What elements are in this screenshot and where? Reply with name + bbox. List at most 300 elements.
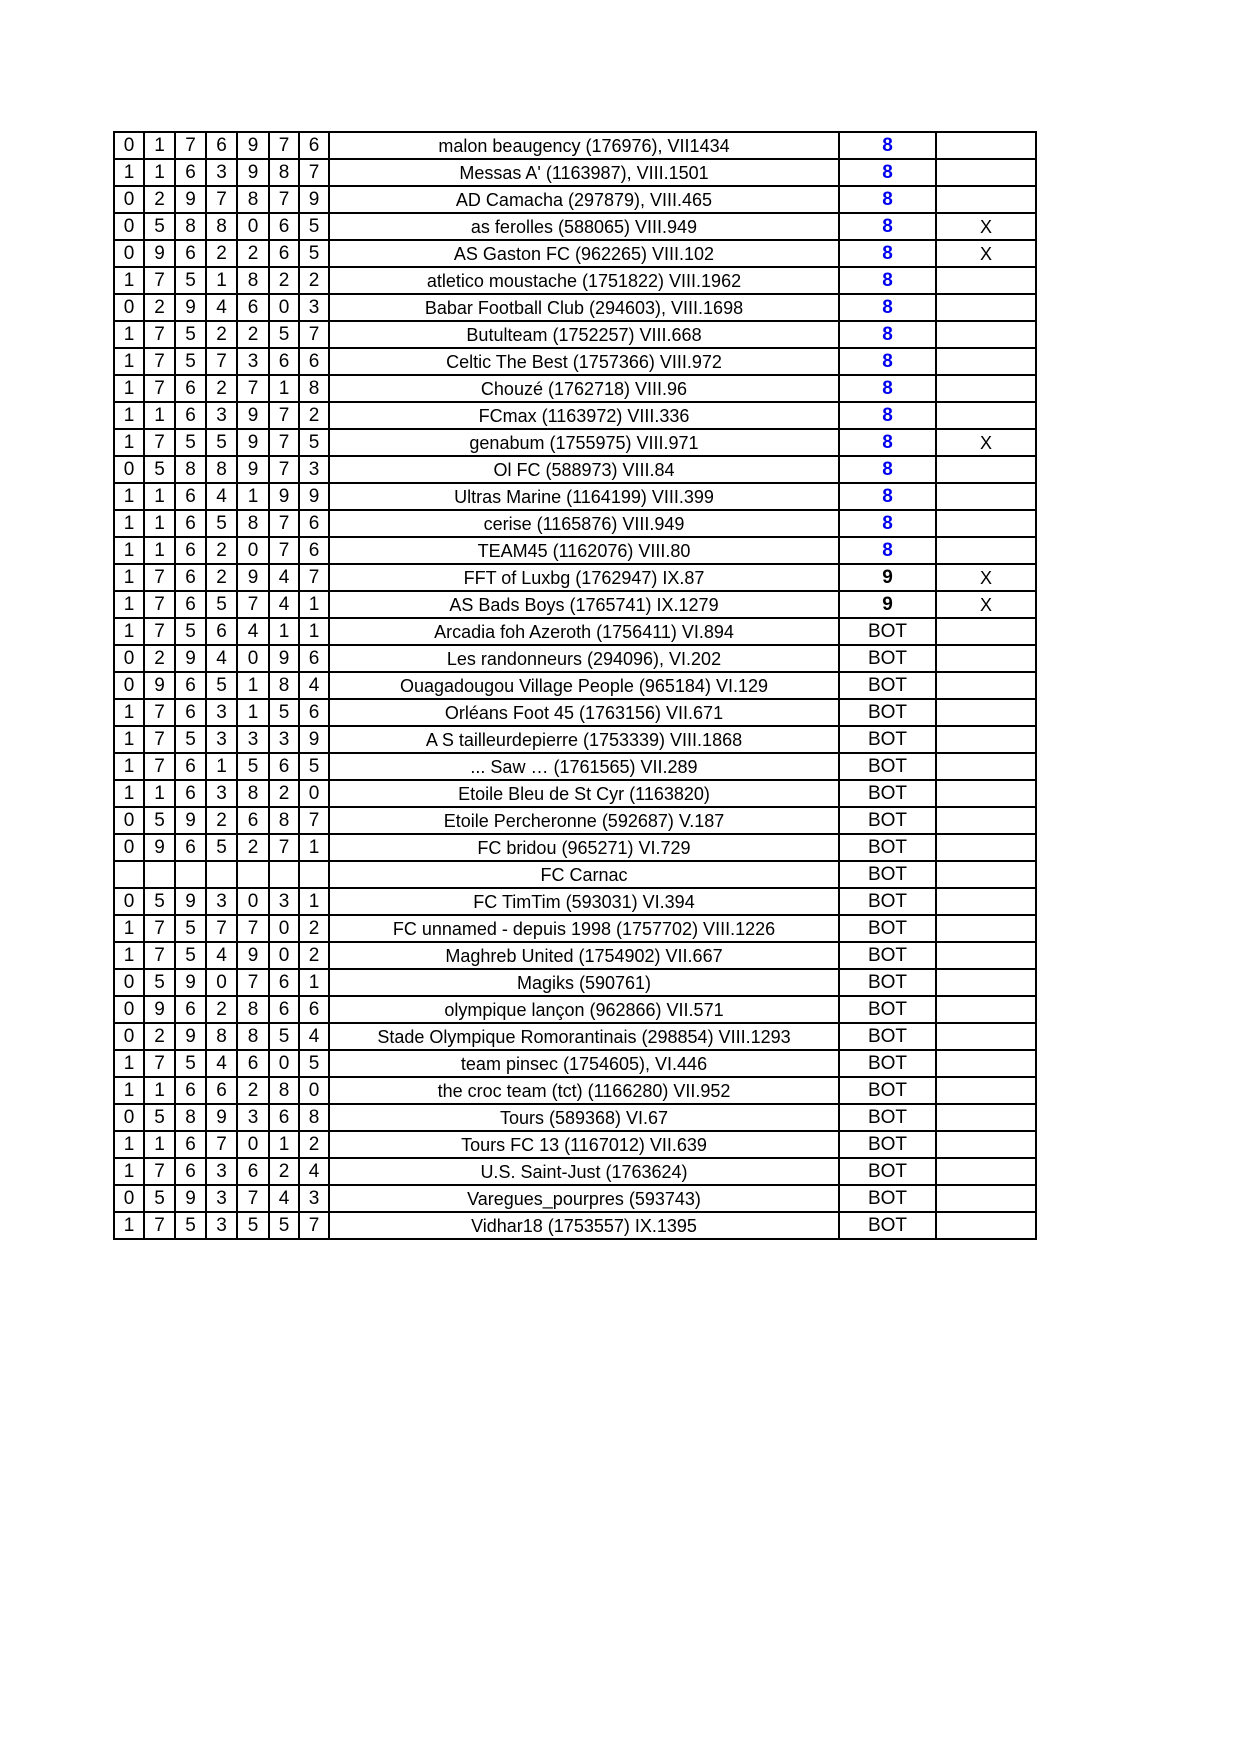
- digit-cell: 1: [114, 429, 144, 456]
- digit-cell: 4: [206, 483, 237, 510]
- digit-cell: 0: [114, 969, 144, 996]
- team-name-cell: FC unnamed - depuis 1998 (1757702) VIII.1226: [329, 915, 839, 942]
- digit-cell: 1: [144, 780, 175, 807]
- digit-cell: 6: [175, 699, 206, 726]
- digit-cell: 9: [299, 483, 329, 510]
- digit-cell: 9: [237, 456, 269, 483]
- digit-cell: 6: [237, 807, 269, 834]
- table-row: [114, 915, 1036, 942]
- digit-cell: 4: [269, 564, 299, 591]
- digit-cell: 3: [206, 1185, 237, 1212]
- table-row: [114, 942, 1036, 969]
- team-name-cell: U.S. Saint-Just (1763624): [329, 1158, 839, 1185]
- digit-cell: 0: [114, 807, 144, 834]
- digit-cell: 2: [299, 915, 329, 942]
- digit-cell: 1: [237, 483, 269, 510]
- digit-cell: 1: [114, 780, 144, 807]
- digit-cell: 6: [175, 753, 206, 780]
- digit-cell: 0: [237, 645, 269, 672]
- digit-cell: 6: [175, 996, 206, 1023]
- x-mark-cell: X: [936, 240, 1036, 267]
- digit-cell: 7: [206, 186, 237, 213]
- table-row: [114, 483, 1036, 510]
- table-row: [114, 1023, 1036, 1050]
- x-mark-cell: X: [936, 564, 1036, 591]
- table-row: [114, 213, 1036, 240]
- league-level-cell: BOT: [839, 807, 936, 834]
- digit-cell: 9: [144, 240, 175, 267]
- digit-cell: 3: [206, 699, 237, 726]
- team-name-cell: atletico moustache (1751822) VIII.1962: [329, 267, 839, 294]
- digit-cell: 7: [237, 915, 269, 942]
- digit-cell: 3: [206, 780, 237, 807]
- digit-cell: 7: [269, 429, 299, 456]
- digit-cell: 5: [175, 942, 206, 969]
- digit-cell: 0: [237, 888, 269, 915]
- x-mark-cell: [936, 645, 1036, 672]
- table-row: [114, 699, 1036, 726]
- digit-cell: 8: [237, 1023, 269, 1050]
- digit-cell: 1: [299, 618, 329, 645]
- league-level-cell: 8: [839, 510, 936, 537]
- digit-cell: 0: [114, 1185, 144, 1212]
- league-level-cell: 8: [839, 348, 936, 375]
- team-name-cell: as ferolles (588065) VIII.949: [329, 213, 839, 240]
- x-mark-cell: [936, 672, 1036, 699]
- digit-cell: 6: [175, 537, 206, 564]
- digit-cell: 3: [206, 159, 237, 186]
- x-mark-cell: [936, 1050, 1036, 1077]
- digit-cell: 5: [144, 807, 175, 834]
- digit-cell: 0: [114, 294, 144, 321]
- digit-cell: 1: [299, 591, 329, 618]
- digit-cell: 9: [237, 402, 269, 429]
- digit-cell: 6: [269, 969, 299, 996]
- digit-cell: 9: [299, 186, 329, 213]
- digit-cell: 5: [175, 267, 206, 294]
- digit-cell: 7: [206, 348, 237, 375]
- team-name-cell: Magiks (590761): [329, 969, 839, 996]
- digit-cell: 3: [206, 1212, 237, 1239]
- table-row: [114, 969, 1036, 996]
- digit-cell: 7: [144, 375, 175, 402]
- digit-cell: 2: [269, 1158, 299, 1185]
- table-row: [114, 834, 1036, 861]
- league-level-cell: 8: [839, 240, 936, 267]
- digit-cell: 1: [144, 510, 175, 537]
- digit-cell: 5: [299, 753, 329, 780]
- table-row: [114, 510, 1036, 537]
- digit-cell: 1: [299, 969, 329, 996]
- league-level-cell: BOT: [839, 942, 936, 969]
- team-name-cell: Ouagadougou Village People (965184) VI.129: [329, 672, 839, 699]
- digit-cell: 0: [114, 240, 144, 267]
- digit-cell: 5: [175, 348, 206, 375]
- digit-cell: 6: [299, 132, 329, 159]
- x-mark-cell: [936, 537, 1036, 564]
- league-level-cell: BOT: [839, 645, 936, 672]
- x-mark-cell: X: [936, 591, 1036, 618]
- x-mark-cell: [936, 1077, 1036, 1104]
- digit-cell: 7: [144, 942, 175, 969]
- digit-cell: 9: [175, 186, 206, 213]
- digit-cell: 0: [114, 672, 144, 699]
- digit-cell: 7: [299, 564, 329, 591]
- digit-cell: 1: [114, 267, 144, 294]
- digit-cell: 6: [175, 672, 206, 699]
- digit-cell: 4: [206, 645, 237, 672]
- digit-cell: 7: [144, 1212, 175, 1239]
- league-level-cell: BOT: [839, 915, 936, 942]
- x-mark-cell: X: [936, 213, 1036, 240]
- digit-cell: 8: [206, 1023, 237, 1050]
- league-level-cell: 8: [839, 537, 936, 564]
- digit-cell: 6: [269, 213, 299, 240]
- league-level-cell: 8: [839, 186, 936, 213]
- digit-cell: 6: [237, 1050, 269, 1077]
- digit-cell: 4: [269, 1185, 299, 1212]
- x-mark-cell: [936, 699, 1036, 726]
- digit-cell: 5: [299, 213, 329, 240]
- digit-cell: 9: [175, 1023, 206, 1050]
- digit-cell: 6: [175, 240, 206, 267]
- digit-cell: 7: [269, 456, 299, 483]
- digit-cell: 9: [144, 834, 175, 861]
- digit-cell: 2: [299, 267, 329, 294]
- team-name-cell: Arcadia foh Azeroth (1756411) VI.894: [329, 618, 839, 645]
- table-row: [114, 375, 1036, 402]
- x-mark-cell: [936, 1158, 1036, 1185]
- x-mark-cell: [936, 780, 1036, 807]
- digit-cell: 3: [299, 456, 329, 483]
- digit-cell: 1: [114, 483, 144, 510]
- table-row: [114, 753, 1036, 780]
- league-level-cell: BOT: [839, 1158, 936, 1185]
- league-level-cell: 8: [839, 375, 936, 402]
- league-level-cell: 9: [839, 564, 936, 591]
- digit-cell: 1: [114, 942, 144, 969]
- x-mark-cell: [936, 861, 1036, 888]
- table-row: [114, 726, 1036, 753]
- team-name-cell: the croc team (tct) (1166280) VII.952: [329, 1077, 839, 1104]
- digit-cell: 4: [206, 1050, 237, 1077]
- team-name-cell: AS Bads Boys (1765741) IX.1279: [329, 591, 839, 618]
- digit-cell: 6: [299, 537, 329, 564]
- digit-cell: 1: [114, 1050, 144, 1077]
- digit-cell: 8: [175, 213, 206, 240]
- digit-cell: 1: [144, 483, 175, 510]
- digit-cell: 1: [144, 159, 175, 186]
- digit-cell: 7: [269, 132, 299, 159]
- digit-cell: 2: [269, 267, 299, 294]
- team-name-cell: FC Carnac: [329, 861, 839, 888]
- digit-cell: 6: [175, 780, 206, 807]
- table-row: [114, 645, 1036, 672]
- digit-cell: 0: [269, 1050, 299, 1077]
- digit-cell: 3: [206, 1158, 237, 1185]
- table-row: [114, 807, 1036, 834]
- x-mark-cell: [936, 834, 1036, 861]
- digit-cell: 6: [269, 753, 299, 780]
- digit-cell: 3: [206, 402, 237, 429]
- digit-cell: 2: [237, 321, 269, 348]
- x-mark-cell: [936, 321, 1036, 348]
- digit-cell: 9: [237, 564, 269, 591]
- digit-cell: 7: [269, 834, 299, 861]
- digit-cell: 7: [299, 1212, 329, 1239]
- digit-cell: 7: [175, 132, 206, 159]
- digit-cell: 1: [114, 348, 144, 375]
- league-level-cell: 8: [839, 132, 936, 159]
- digit-cell: 0: [269, 942, 299, 969]
- table-row: [114, 1185, 1036, 1212]
- x-mark-cell: [936, 915, 1036, 942]
- team-name-cell: malon beaugency (176976), VII1434: [329, 132, 839, 159]
- team-name-cell: Stade Olympique Romorantinais (298854) VIII.1293: [329, 1023, 839, 1050]
- digit-cell: 5: [206, 834, 237, 861]
- team-name-cell: Babar Football Club (294603), VIII.1698: [329, 294, 839, 321]
- digit-cell: 7: [206, 1131, 237, 1158]
- digit-cell: [175, 861, 206, 888]
- digit-cell: 1: [144, 402, 175, 429]
- digit-cell: 1: [114, 510, 144, 537]
- digit-cell: 1: [114, 564, 144, 591]
- digit-cell: 8: [269, 159, 299, 186]
- digit-cell: 6: [206, 1077, 237, 1104]
- table-row: [114, 888, 1036, 915]
- standings-table: [113, 131, 1037, 1240]
- digit-cell: 9: [206, 1104, 237, 1131]
- league-level-cell: BOT: [839, 780, 936, 807]
- digit-cell: 2: [299, 402, 329, 429]
- digit-cell: 0: [237, 537, 269, 564]
- team-name-cell: Butulteam (1752257) VIII.668: [329, 321, 839, 348]
- digit-cell: 7: [299, 159, 329, 186]
- table-row: [114, 1077, 1036, 1104]
- team-name-cell: Tours (589368) VI.67: [329, 1104, 839, 1131]
- digit-cell: 7: [269, 186, 299, 213]
- table-row: [114, 429, 1036, 456]
- league-level-cell: 8: [839, 402, 936, 429]
- digit-cell: 6: [175, 1077, 206, 1104]
- digit-cell: 6: [299, 510, 329, 537]
- digit-cell: 8: [237, 996, 269, 1023]
- digit-cell: 3: [206, 726, 237, 753]
- team-name-cell: Chouzé (1762718) VIII.96: [329, 375, 839, 402]
- digit-cell: 5: [175, 915, 206, 942]
- digit-cell: 2: [269, 780, 299, 807]
- table-row: [114, 348, 1036, 375]
- digit-cell: 0: [114, 456, 144, 483]
- table-row: [114, 1131, 1036, 1158]
- league-level-cell: BOT: [839, 726, 936, 753]
- digit-cell: 7: [144, 753, 175, 780]
- x-mark-cell: [936, 969, 1036, 996]
- digit-cell: 3: [237, 348, 269, 375]
- digit-cell: 4: [237, 618, 269, 645]
- digit-cell: 4: [206, 294, 237, 321]
- x-mark-cell: [936, 618, 1036, 645]
- digit-cell: 1: [144, 537, 175, 564]
- team-name-cell: Maghreb United (1754902) VII.667: [329, 942, 839, 969]
- digit-cell: 5: [269, 321, 299, 348]
- digit-cell: 3: [269, 888, 299, 915]
- league-level-cell: 8: [839, 483, 936, 510]
- table-row: [114, 159, 1036, 186]
- digit-cell: [114, 861, 144, 888]
- x-mark-cell: [936, 402, 1036, 429]
- table-row: [114, 294, 1036, 321]
- digit-cell: 0: [114, 132, 144, 159]
- team-name-cell: Messas A' (1163987), VIII.1501: [329, 159, 839, 186]
- digit-cell: 5: [175, 726, 206, 753]
- digit-cell: 2: [144, 186, 175, 213]
- team-name-cell: olympique lançon (962866) VII.571: [329, 996, 839, 1023]
- digit-cell: 8: [237, 510, 269, 537]
- digit-cell: 0: [114, 645, 144, 672]
- digit-cell: 1: [144, 132, 175, 159]
- league-level-cell: BOT: [839, 1104, 936, 1131]
- x-mark-cell: [936, 726, 1036, 753]
- x-mark-cell: [936, 456, 1036, 483]
- league-level-cell: BOT: [839, 1050, 936, 1077]
- digit-cell: 7: [269, 402, 299, 429]
- digit-cell: 9: [175, 294, 206, 321]
- digit-cell: 3: [299, 1185, 329, 1212]
- digit-cell: 6: [175, 510, 206, 537]
- league-level-cell: BOT: [839, 888, 936, 915]
- digit-cell: 0: [114, 213, 144, 240]
- x-mark-cell: [936, 753, 1036, 780]
- digit-cell: 7: [299, 807, 329, 834]
- digit-cell: 6: [175, 483, 206, 510]
- digit-cell: 0: [114, 1023, 144, 1050]
- digit-cell: 6: [175, 375, 206, 402]
- table-row: [114, 996, 1036, 1023]
- digit-cell: 1: [237, 699, 269, 726]
- digit-cell: 7: [144, 564, 175, 591]
- digit-cell: 5: [299, 240, 329, 267]
- digit-cell: 1: [114, 402, 144, 429]
- digit-cell: 6: [269, 240, 299, 267]
- table-row: [114, 1212, 1036, 1239]
- x-mark-cell: [936, 267, 1036, 294]
- digit-cell: 0: [237, 213, 269, 240]
- digit-cell: 4: [299, 1158, 329, 1185]
- digit-cell: 5: [237, 1212, 269, 1239]
- digit-cell: 1: [114, 375, 144, 402]
- digit-cell: 9: [269, 483, 299, 510]
- digit-cell: 2: [299, 1131, 329, 1158]
- league-level-cell: BOT: [839, 969, 936, 996]
- digit-cell: 7: [144, 699, 175, 726]
- digit-cell: 1: [114, 1077, 144, 1104]
- team-name-cell: Vidhar18 (1753557) IX.1395: [329, 1212, 839, 1239]
- x-mark-cell: [936, 996, 1036, 1023]
- digit-cell: 1: [114, 1212, 144, 1239]
- digit-cell: 9: [175, 888, 206, 915]
- digit-cell: 7: [237, 375, 269, 402]
- x-mark-cell: [936, 159, 1036, 186]
- digit-cell: 6: [175, 564, 206, 591]
- digit-cell: 7: [269, 537, 299, 564]
- digit-cell: 5: [299, 1050, 329, 1077]
- digit-cell: 1: [114, 915, 144, 942]
- digit-cell: 1: [299, 834, 329, 861]
- x-mark-cell: [936, 807, 1036, 834]
- digit-cell: 6: [175, 1158, 206, 1185]
- digit-cell: 5: [206, 672, 237, 699]
- digit-cell: 2: [206, 537, 237, 564]
- x-mark-cell: [936, 132, 1036, 159]
- digit-cell: 1: [114, 537, 144, 564]
- digit-cell: 0: [299, 1077, 329, 1104]
- digit-cell: 2: [206, 807, 237, 834]
- table-row: [114, 861, 1036, 888]
- digit-cell: 7: [144, 267, 175, 294]
- digit-cell: 1: [114, 1158, 144, 1185]
- digit-cell: 8: [206, 213, 237, 240]
- digit-cell: 5: [206, 429, 237, 456]
- digit-cell: 6: [175, 159, 206, 186]
- league-level-cell: BOT: [839, 1212, 936, 1239]
- digit-cell: 0: [206, 969, 237, 996]
- digit-cell: 2: [237, 240, 269, 267]
- digit-cell: 5: [144, 456, 175, 483]
- digit-cell: 7: [144, 726, 175, 753]
- digit-cell: 3: [237, 1104, 269, 1131]
- digit-cell: 0: [237, 1131, 269, 1158]
- league-level-cell: BOT: [839, 1023, 936, 1050]
- digit-cell: 1: [206, 267, 237, 294]
- digit-cell: 8: [237, 780, 269, 807]
- digit-cell: 4: [299, 1023, 329, 1050]
- digit-cell: 7: [269, 510, 299, 537]
- league-level-cell: 8: [839, 456, 936, 483]
- digit-cell: 3: [269, 726, 299, 753]
- digit-cell: 1: [237, 672, 269, 699]
- table-row: [114, 267, 1036, 294]
- league-level-cell: 8: [839, 429, 936, 456]
- digit-cell: 5: [175, 1050, 206, 1077]
- team-name-cell: Varegues_pourpres (593743): [329, 1185, 839, 1212]
- digit-cell: 9: [237, 429, 269, 456]
- team-name-cell: TEAM45 (1162076) VIII.80: [329, 537, 839, 564]
- digit-cell: 8: [237, 267, 269, 294]
- table-row: [114, 537, 1036, 564]
- table-row: [114, 591, 1036, 618]
- digit-cell: 0: [114, 1104, 144, 1131]
- digit-cell: 9: [175, 645, 206, 672]
- league-level-cell: BOT: [839, 834, 936, 861]
- digit-cell: [299, 861, 329, 888]
- digit-cell: 6: [299, 348, 329, 375]
- league-level-cell: 8: [839, 213, 936, 240]
- digit-cell: 3: [299, 294, 329, 321]
- x-mark-cell: [936, 375, 1036, 402]
- digit-cell: 2: [206, 375, 237, 402]
- digit-cell: 7: [237, 969, 269, 996]
- digit-cell: 5: [237, 753, 269, 780]
- digit-cell: 2: [144, 1023, 175, 1050]
- digit-cell: 6: [237, 294, 269, 321]
- x-mark-cell: [936, 1104, 1036, 1131]
- league-level-cell: 8: [839, 267, 936, 294]
- digit-cell: 1: [114, 591, 144, 618]
- digit-cell: 2: [237, 1077, 269, 1104]
- digit-cell: 0: [269, 294, 299, 321]
- digit-cell: 2: [206, 240, 237, 267]
